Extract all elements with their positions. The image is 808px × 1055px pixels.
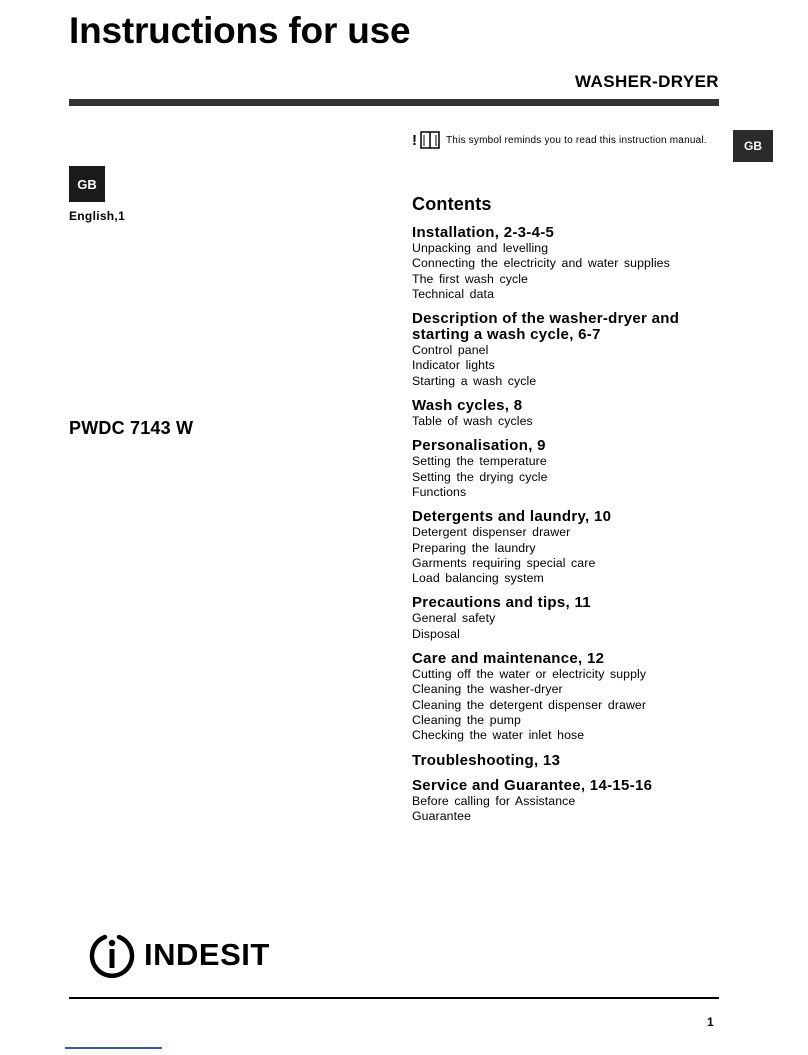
- section-item: Functions: [412, 484, 467, 499]
- section-item: Preparing the laundry: [412, 540, 536, 555]
- book-icon: [420, 131, 440, 149]
- section-title: Personalisation, 9: [412, 437, 546, 455]
- section-title: Precautions and tips, 11: [412, 594, 591, 612]
- section-item: Indicator lights: [412, 358, 495, 373]
- section-title: Installation, 2-3-4-5: [412, 224, 555, 241]
- section-item: Guarantee: [412, 808, 472, 823]
- indesit-logo: [88, 931, 270, 979]
- section-title: Service and Guarantee, 14-15-16: [412, 776, 653, 794]
- page-title: Instructions for use: [69, 10, 411, 51]
- section-item: Setting the drying cycle: [412, 469, 548, 484]
- section-item: Setting the temperature: [412, 454, 547, 469]
- side-language-badge: GB: [733, 130, 773, 162]
- exclamation-icon: !: [412, 131, 417, 149]
- section-item: Table of wash cycles: [412, 414, 533, 429]
- link-underline[interactable]: [65, 1047, 162, 1049]
- section-title: Wash cycles, 8: [412, 397, 523, 415]
- section-item: Garments requiring special care: [412, 555, 596, 570]
- section-item: Unpacking and levelling: [412, 241, 549, 255]
- table-of-contents: [412, 194, 712, 833]
- contents-section: [412, 225, 712, 302]
- section-item: Cutting off the water or electricity supply: [412, 667, 647, 682]
- product-type: WASHER-DRYER: [575, 72, 719, 91]
- language-page-ref: English,1: [69, 209, 126, 223]
- contents-section: [412, 509, 712, 586]
- section-title: Description of the washer-dryer and starting a wash cycle, 6-7: [412, 310, 680, 344]
- footer-divider: [69, 997, 719, 999]
- section-item: Checking the water inlet hose: [412, 728, 585, 743]
- contents-section: [412, 311, 712, 389]
- indesit-logo-icon: [88, 931, 136, 979]
- section-item: Before calling for Assistance: [412, 793, 576, 808]
- section-item: Cleaning the detergent dispenser drawer: [412, 697, 647, 712]
- contents-section: [412, 595, 712, 642]
- manual-reminder: [412, 131, 707, 149]
- section-item: Control panel: [412, 343, 489, 358]
- section-title: Troubleshooting, 13: [412, 751, 561, 769]
- contents-section: [412, 778, 712, 825]
- section-title: Care and maintenance, 12: [412, 650, 605, 668]
- section-item: Starting a wash cycle: [412, 373, 537, 388]
- section-item: The first wash cycle: [412, 271, 528, 286]
- contents-section: [412, 438, 712, 500]
- section-item: Cleaning the washer-dryer: [412, 682, 563, 697]
- contents-section: [412, 753, 712, 769]
- contents-section: [412, 651, 712, 743]
- section-item: General safety: [412, 611, 496, 626]
- contents-section: [412, 398, 712, 429]
- model-number: PWDC 7143 W: [69, 418, 194, 438]
- section-item: Detergent dispenser drawer: [412, 525, 571, 540]
- contents-sections: [412, 225, 712, 824]
- section-item: Disposal: [412, 626, 460, 641]
- section-title: Detergents and laundry, 10: [412, 508, 612, 526]
- contents-heading: Contents: [412, 194, 492, 214]
- section-item: Connecting the electricity and water supplies: [412, 256, 670, 271]
- language-badge: GB: [69, 166, 105, 202]
- header-divider: [69, 99, 719, 106]
- logo-wordmark: INDESIT: [144, 937, 270, 972]
- section-item: Technical data: [412, 286, 495, 301]
- section-item: Load balancing system: [412, 571, 544, 586]
- section-item: Cleaning the pump: [412, 712, 521, 727]
- reminder-text: This symbol reminds you to read this instruction manual.: [446, 134, 707, 146]
- page-number: 1: [707, 1015, 714, 1029]
